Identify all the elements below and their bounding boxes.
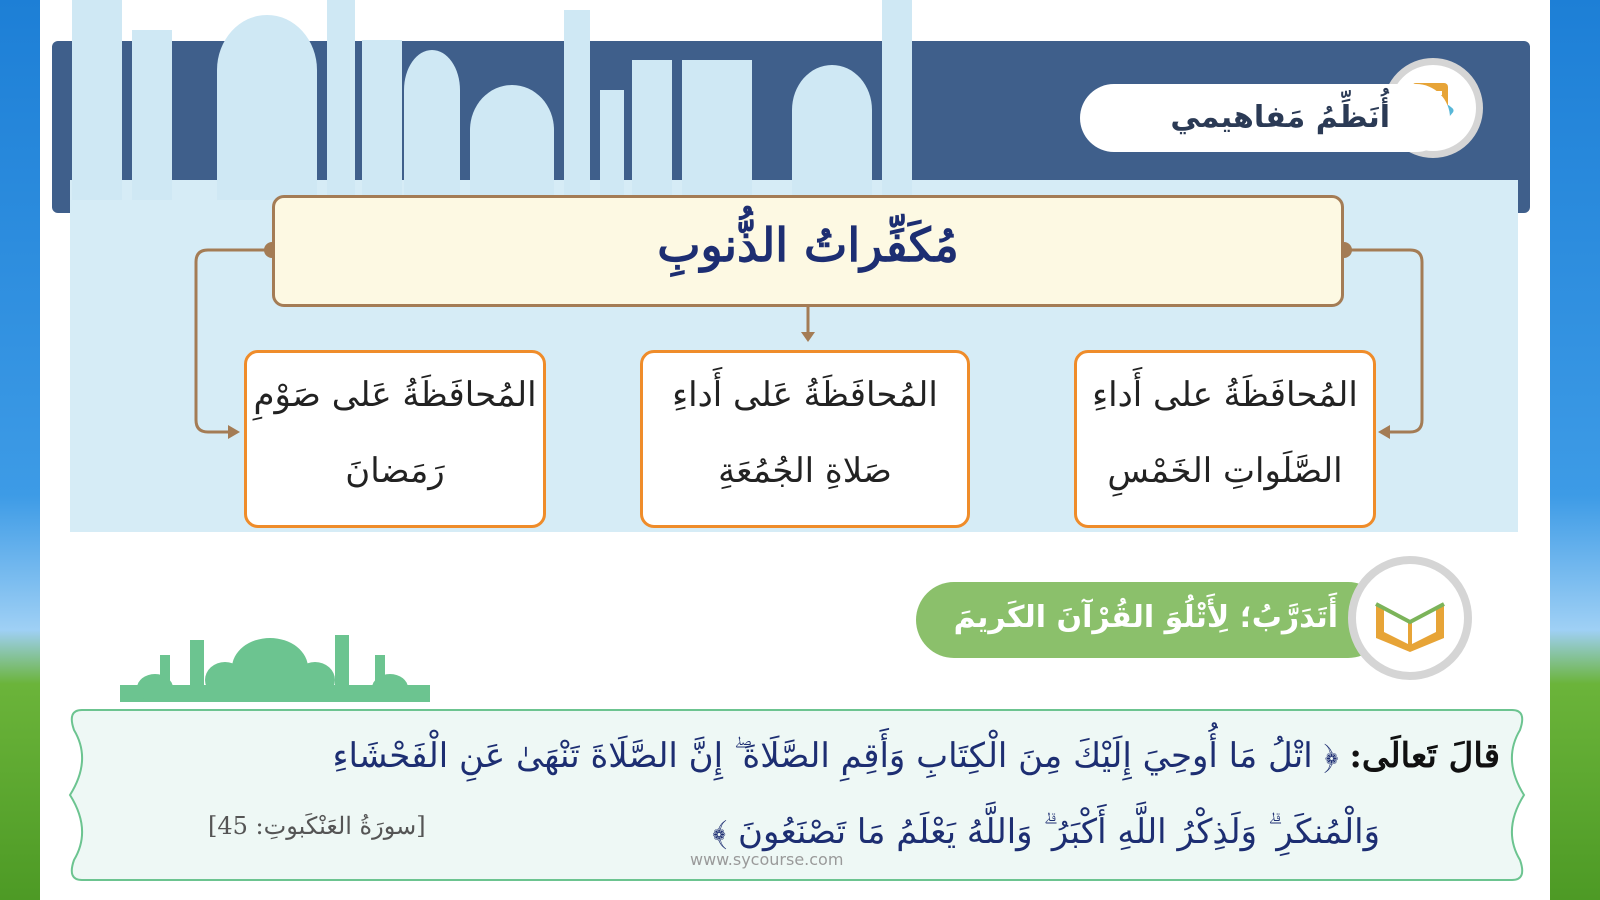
concept-node-five-prayers	[1074, 350, 1376, 528]
node-line: المُحافَظَةُ عَلى أَداءِ	[672, 375, 938, 415]
book-badge	[1348, 556, 1472, 680]
verse-text-1: ﴿ اتْلُ مَا أُوحِيَ إِلَيْكَ مِنَ الْكِتَابِ وَأَقِمِ الصَّلَاةَ ۖ إِنَّ الصَّلَاةَ تَنْهَىٰ عَنِ الْفَحْشَاءِ	[332, 736, 1339, 776]
recitation-title: أَتَدَرَّبُ؛ لِأَتْلُوَ القُرْآنَ الكَريمَ	[953, 600, 1338, 635]
section-title: أُنَظِّمُ مَفاهيمي	[1170, 100, 1390, 135]
concept-node-friday-prayer	[640, 350, 970, 528]
node-line: الصَّلَواتِ الخَمْسِ	[1107, 451, 1343, 491]
recitation-title-pill	[916, 582, 1386, 658]
node-line: صَلاةِ الجُمُعَةِ	[718, 451, 892, 491]
node-line: المُحافَظَةُ على أَداءِ	[1092, 375, 1358, 415]
concept-node-ramadan-fasting	[244, 350, 546, 528]
concept-map-title-box	[272, 195, 1344, 307]
concept-map-title: مُكَفِّراتُ الذُّنوبِ	[657, 218, 959, 272]
verse-line-1	[140, 736, 1500, 776]
verse-reference: [سورَةُ العَنْكَبوتِ: 45]	[208, 812, 426, 840]
open-book-icon	[1356, 564, 1464, 672]
node-line: رَمَضانَ	[345, 451, 445, 491]
verse-lead: قالَ تَعالَى:	[1349, 736, 1500, 776]
verse-line-2: وَالْمُنكَرِ ۗ وَلَذِكْرُ اللَّهِ أَكْبَرُ ۗ وَاللَّهُ يَعْلَمُ مَا تَصْنَعُونَ ﴾	[712, 812, 1380, 852]
node-line: المُحافَظَةُ عَلى صَوْمِ	[253, 375, 537, 415]
green-mosque-illustration	[120, 630, 430, 702]
watermark: www.sycourse.com	[690, 850, 844, 869]
